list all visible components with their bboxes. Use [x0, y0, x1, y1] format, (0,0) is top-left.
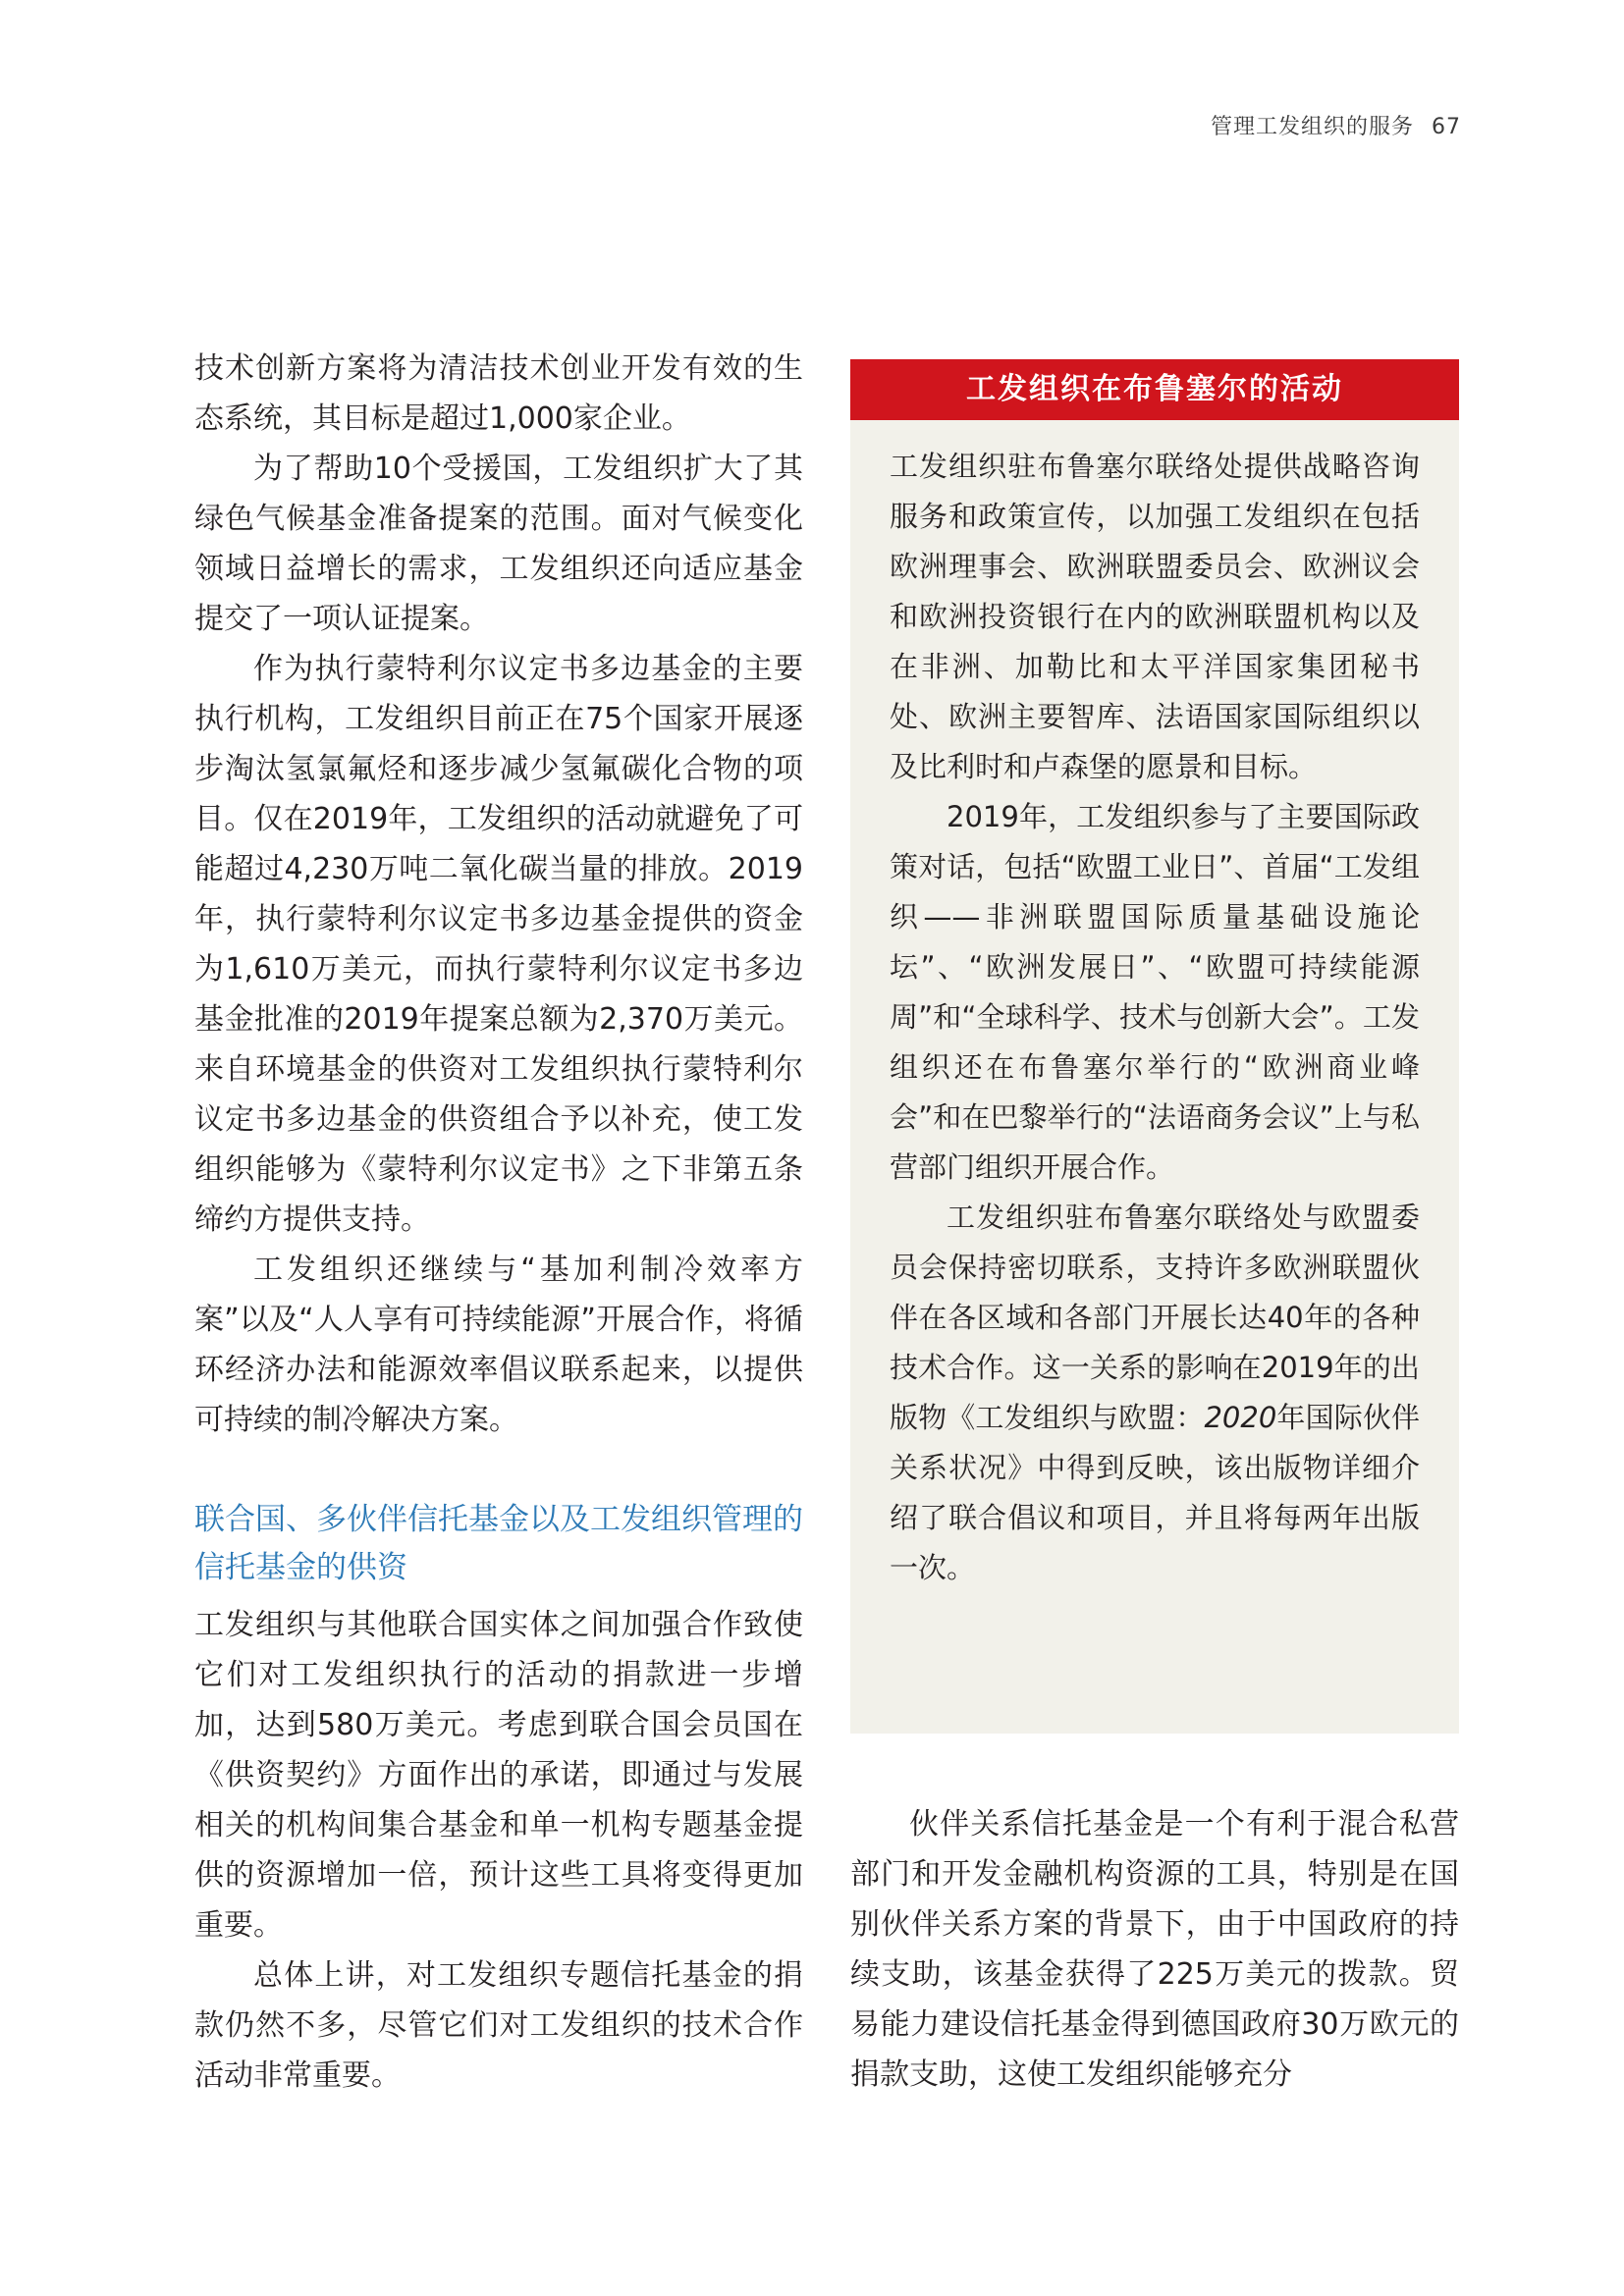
page-number: 67: [1432, 115, 1461, 139]
paragraph-6: 总体上讲，对工发组织专题信托基金的捐款仍然不多，尽管它们对工发组织的技术合作活动非常重要。: [194, 1958, 803, 2093]
paragraph-4: 工发组织还继续与“基加利制冷效率方案”以及“人人享有可持续能源”开展合作，将循环经济办法和能源效率倡议联系起来，以提供可持续的制冷解决方案。: [194, 1253, 803, 1437]
paragraph-2: 为了帮助10个受援国，工发组织扩大了其绿色气候基金准备提案的范围。面对气候变化领域日益增长的需求，工发组织还向适应基金提交了一项认证提案。: [194, 452, 803, 636]
right-column-continuation: [850, 1799, 1459, 2100]
sidebar-box-brussels: [850, 359, 1459, 1734]
box-p3-end: 年国际伙伴关系状况》中得到反映，该出版物详细介绍了联合倡议和项目，并且将每两年出版一次。: [890, 1401, 1420, 1584]
box-p3-start: 工发组织驻布鲁塞尔联络处与欧盟委员会保持密切联系，支持许多欧洲联盟伙伴在各区域和各部门开展长达40年的各种技术合作。这一关系的影响在2019年的出版物《工发组织与欧盟：: [890, 1201, 1420, 1434]
box-paragraph-1: 工发组织驻布鲁塞尔联络处提供战略咨询服务和政策宣传，以加强工发组织在包括欧洲理事会、欧洲联盟委员会、欧洲议会和欧洲投资银行在内的欧洲联盟机构以及在非洲、加勒比和太平洋国家集团秘书处、欧洲主要智库、法语国家国际组织以及比利时和卢森堡的愿景和目标。: [890, 450, 1420, 783]
section-heading: 联合国、多伙伴信托基金以及工发组织管理的信托基金的供资: [194, 1502, 803, 1585]
paragraph-1: 技术创新方案将为清洁技术创业开发有效的生态系统，其目标是超过1,000家企业。: [194, 351, 803, 436]
box-p3-italic-year: 2020: [1204, 1401, 1277, 1434]
section-title: 管理工发组织的服务: [1210, 115, 1414, 139]
left-column: [194, 344, 803, 2101]
paragraph-5: 工发组织与其他联合国实体之间加强合作致使它们对工发组织执行的活动的捐款进一步增加，达到580万美元。考虑到联合国会员国在《供资契约》方面作出的承诺，即通过与发展相关的机构间集合基金和单一机构专题基金提供的资源增加一倍，预计这些工具将变得更加重要。: [194, 1608, 803, 1943]
right-paragraph-1: 伙伴关系信托基金是一个有利于混合私营部门和开发金融机构资源的工具，特别是在国别伙伴关系方案的背景下，由于中国政府的持续支助，该基金获得了225万美元的拨款。贸易能力建设信托基金得到德国政府30万欧元的捐款支助，这使工发组织能够充分: [850, 1807, 1459, 2092]
box-body: [850, 420, 1459, 1593]
box-title: 工发组织在布鲁塞尔的活动: [850, 359, 1459, 420]
box-paragraph-2: 2019年，工发组织参与了主要国际政策对话，包括“欧盟工业日”、首届“工发组织——非洲联盟国际质量基础设施论坛”、“欧洲发展日”、“欧盟可持续能源周”和“全球科学、技术与创新大会”。工发组织还在布鲁塞尔举行的“欧洲商业峰会”和在巴黎举行的“法语商务会议”上与私营部门组织开展合作。: [890, 800, 1420, 1184]
paragraph-3: 作为执行蒙特利尔议定书多边基金的主要执行机构，工发组织目前正在75个国家开展逐步淘汰氢氯氟烃和逐步减少氢氟碳化合物的项目。仅在2019年，工发组织的活动就避免了可能超过4,230万吨二氧化碳当量的排放。2019年，执行蒙特利尔议定书多边基金提供的资金为1,610万美元，而执行蒙特利尔议定书多边基金批准的2019年提案总额为2,370万美元。来自环境基金的供资对工发组织执行蒙特利尔议定书多边基金的供资组合予以补充，使工发组织能够为《蒙特利尔议定书》之下非第五条缔约方提供支持。: [194, 652, 803, 1237]
running-header: [1211, 110, 1461, 140]
box-paragraph-3: [890, 1193, 1420, 1593]
